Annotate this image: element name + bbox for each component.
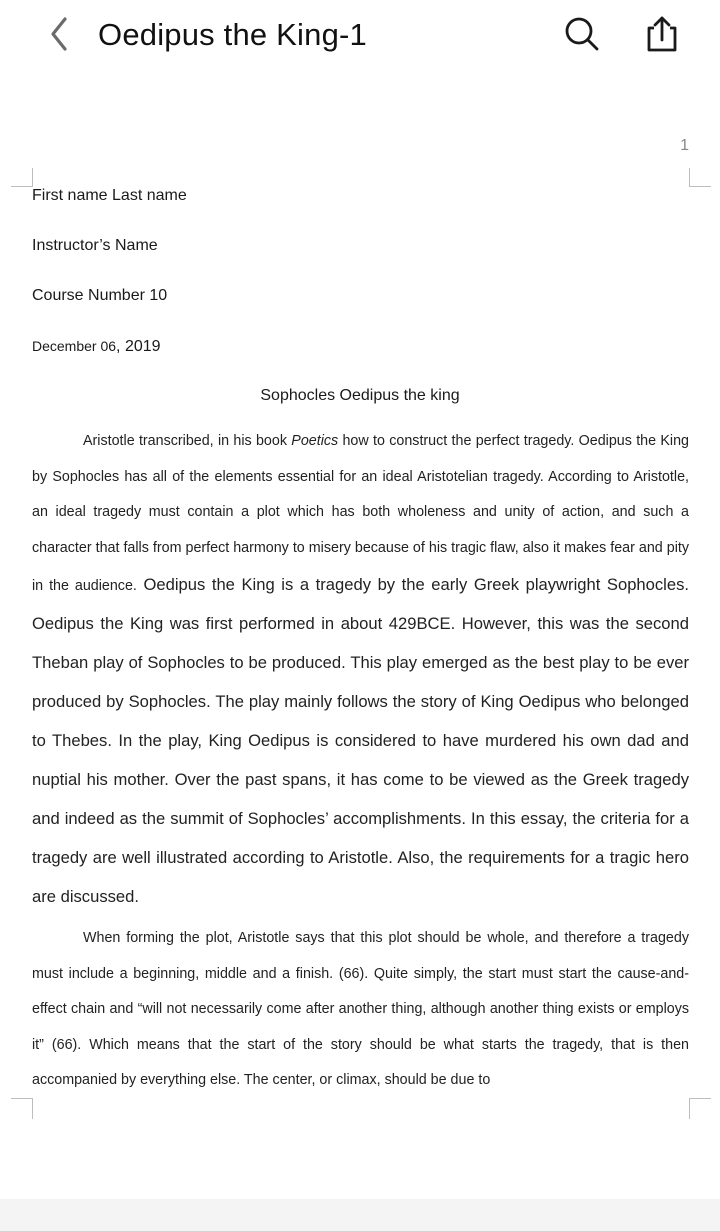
search-icon — [563, 15, 601, 53]
student-name: First name Last name — [32, 187, 187, 204]
margin-corner-top-right — [689, 168, 711, 187]
paragraph-1-part-a — [32, 433, 689, 594]
top-app-bar — [0, 0, 720, 72]
margin-corner-top-left — [11, 168, 33, 187]
instructor-name: Instructor’s Name — [32, 237, 158, 254]
margin-corner-bottom-right — [689, 1098, 711, 1119]
back-button[interactable] — [40, 14, 78, 54]
page-number: 1 — [680, 137, 689, 154]
paragraph-1 — [32, 424, 689, 917]
search-button[interactable] — [560, 12, 604, 56]
share-button[interactable] — [640, 12, 684, 56]
text-run: how to construct the perfect tragedy. Oedipus the King by Sophocles has all of the elements essential for an ideal Aristotelian tragedy. According to Aristotle, an ideal tragedy must contain a plot which has both wholeness and unity of action, and such a character that falls from perfect harmony to misery because of his tragic flaw, also it makes fear and pity in the audience. — [32, 433, 689, 595]
course-number: Course Number 10 — [32, 287, 168, 304]
date-year: , 2019 — [116, 338, 161, 355]
paragraph-1-part-b: Oedipus the King is a tragedy by the early Greek playwright Sophocles. Oedipus the King was first performed in about 429BCE. However, this was the second Theban play of Sophocles to be produced. This play emerged as the best play to be ever produced by Sophocles. The play mainly follows the story of King Oedipus who belonged to Thebes. In the play, King Oedipus is considered to have murdered his own dad and nuptial his mother. Over the past spans, it has come to be viewed as the Greek tragedy and indeed as the summit of Sophocles’ accomplishments. In this essay, the criteria for a tragedy are well illustrated according to Aristotle. Also, the requirements for a tragic hero are discussed. — [32, 575, 689, 906]
paragraph-2 — [32, 921, 689, 1099]
paragraph-2-text: When forming the plot, Aristotle says that this plot should be whole, and therefore a tragedy must include a beginning, middle and a finish. (66). Quite simply, the start must start the cause-and-effect chain and “will not necessarily come after another thing, although another thing exists or employs it” (66). Which means that the start of the story should be what starts the tragedy, that is then accompanied by everything else. The center, or climax, should be due to — [32, 930, 689, 1088]
date-month-day: December 06 — [32, 338, 117, 354]
share-icon — [644, 14, 680, 54]
date-line — [32, 338, 161, 356]
margin-corner-bottom-left — [11, 1098, 33, 1119]
bottom-page-gap — [0, 1199, 720, 1231]
book-title-italic: Poetics — [291, 433, 339, 449]
essay-title: Sophocles Oedipus the king — [260, 387, 460, 404]
document-title: Oedipus the King-1 — [98, 17, 367, 52]
chevron-left-icon — [48, 16, 70, 52]
text-run: Aristotle transcribed, in his book — [83, 433, 292, 449]
